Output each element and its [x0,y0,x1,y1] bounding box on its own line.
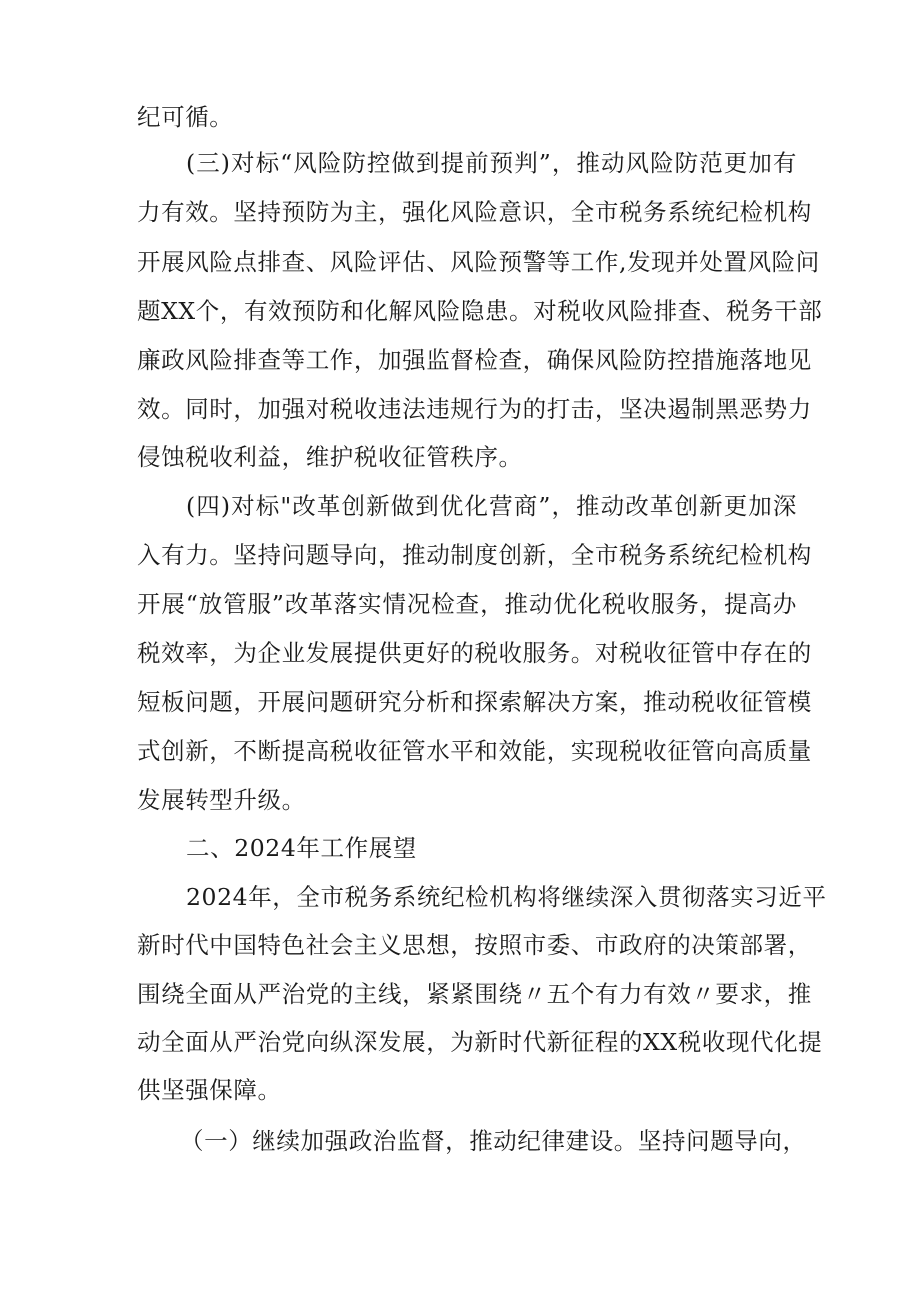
text-line: 式创新，不断提高税收征管水平和效能，实现税收征管向高质量 [137,737,812,765]
text-line: 廉政风险排查等工作，加强监督检查，确保风险防控措施落地见 [137,346,812,374]
text-line: 力有效。坚持预防为主，强化风险意识，全市税务系统纪检机构 [137,198,812,226]
text-line: 题XX个，有效预防和化解风险隐患。对税收风险排查、税务干部 [137,297,823,325]
section-heading-4: (四)对标"改革创新做到优化营商”，推动改革创新更加深 [186,492,797,520]
text-line: 供坚强保障。 [137,1076,282,1104]
text-line: 开展“放管服”改革落实情况检查，推动优化税收服务，提高办 [137,590,797,618]
text-line: 新时代中国特色社会主义思想，按照市委、市政府的决策部署， [137,931,812,959]
text-line: 侵蚀税收利益，维护税收征管秩序。 [137,443,523,471]
text-line: 入有力。坚持问题导向，推动制度创新，全市税务系统纪检机构 [137,541,812,569]
text-line: 2024年，全市税务系统纪检机构将继续深入贯彻落实习近平 [186,883,827,911]
text-line: 围绕全面从严治党的主线，紧紧围绕〃五个有力有效〃要求，推 [137,980,812,1008]
chapter-heading: 二、2024年工作展望 [186,834,417,862]
text-line: 开展风险点排查、风险评估、风险预警等工作,发现并处置风险问 [137,248,820,276]
section-heading-3: (三)对标“风险防控做到提前预判”，推动风险防范更加有 [186,149,797,177]
text-line: 发展转型升级。 [137,786,306,814]
text-line: 短板问题，开展问题研究分析和探索解决方案，推动税收征管模 [137,688,812,716]
text-line: 纪可循。 [137,103,234,131]
subsection-heading-1: （一）继续加强政治监督，推动纪律建设。坚持问题导向， [180,1127,807,1155]
text-line: 动全面从严治党向纵深发展，为新时代新征程的XX税收现代化提 [137,1028,823,1056]
text-line: 效。同时，加强对税收违法违规行为的打击，坚决遏制黑恶势力 [137,395,812,423]
text-line: 税效率，为企业发展提供更好的税收服务。对税收征管中存在的 [137,639,812,667]
